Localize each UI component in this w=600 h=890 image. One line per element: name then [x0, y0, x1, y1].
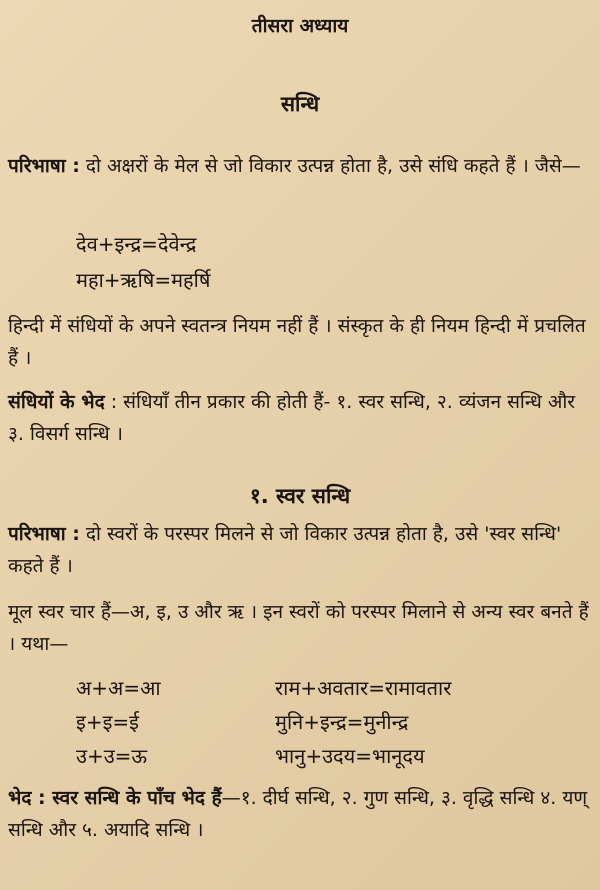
definition-label: परिभाषा : — [8, 155, 80, 177]
note-paragraph: हिन्दी में संधियों के अपने स्वतन्त्र नियम नहीं हैं । संस्कृत के ही नियम हिन्दी में प्रचलित हैं । — [8, 315, 586, 369]
vowel-definition-label: परिभाषा : — [8, 523, 80, 545]
section-title: सन्धि — [280, 92, 320, 116]
types-paragraph — [8, 386, 594, 450]
vowel-types-text: —१. दीर्घ सन्धि, २. गुण सन्धि, ३. वृद्धि सन्धि ४. यण् सन्धि और ५. अयादि सन्धि । — [8, 787, 588, 841]
vowel-definition-text: दो स्वरों के परस्पर मिलने से जो विकार उत्पन्न होता है, उसे 'स्वर सन्धि' कहते हैं । — [8, 523, 562, 577]
vowel-example-equation: अ+अ=आ — [76, 676, 161, 700]
example-equation: देव+इन्द्र=देवेन्द्र — [76, 232, 197, 256]
word-example-equation: भानु+उदय=भानूदय — [275, 744, 425, 768]
vowel-example-equation: इ+इ=ई — [76, 710, 139, 734]
vowel-example-equation: उ+उ=ऊ — [76, 744, 148, 768]
example-equation: महा+ऋषि=महर्षि — [76, 268, 211, 292]
vowel-types-label: भेद : स्वर सन्धि के पाँच भेद हैं — [8, 787, 222, 809]
word-example-equation: राम+अवतार=रामावतार — [275, 676, 452, 700]
vowel-definition-paragraph — [8, 518, 594, 582]
definition-text: दो अक्षरों के मेल से जो विकार उत्पन्न होता है, उसे संधि कहते हैं । जैसे— — [79, 155, 581, 177]
word-example-equation: मुनि+इन्द्र=मुनीन्द्र — [275, 710, 409, 734]
types-text: : संधियाँ तीन प्रकार की होती हैं- १. स्वर सन्धि, २. व्यंजन सन्धि और ३. विसर्ग सन्धि । — [8, 391, 576, 445]
vowel-note-paragraph: मूल स्वर चार हैं—अ, इ, उ और ऋ । इन स्वरों को परस्पर मिलाने से अन्य स्वर बनते हैं । यथा— — [8, 601, 589, 655]
chapter-title: तीसरा अध्याय — [251, 15, 349, 37]
definition-paragraph — [8, 150, 594, 182]
vowel-types-paragraph — [8, 782, 594, 846]
types-label: संधियों के भेद — [8, 391, 105, 413]
subsection-title: १. स्वर सन्धि — [249, 484, 351, 508]
